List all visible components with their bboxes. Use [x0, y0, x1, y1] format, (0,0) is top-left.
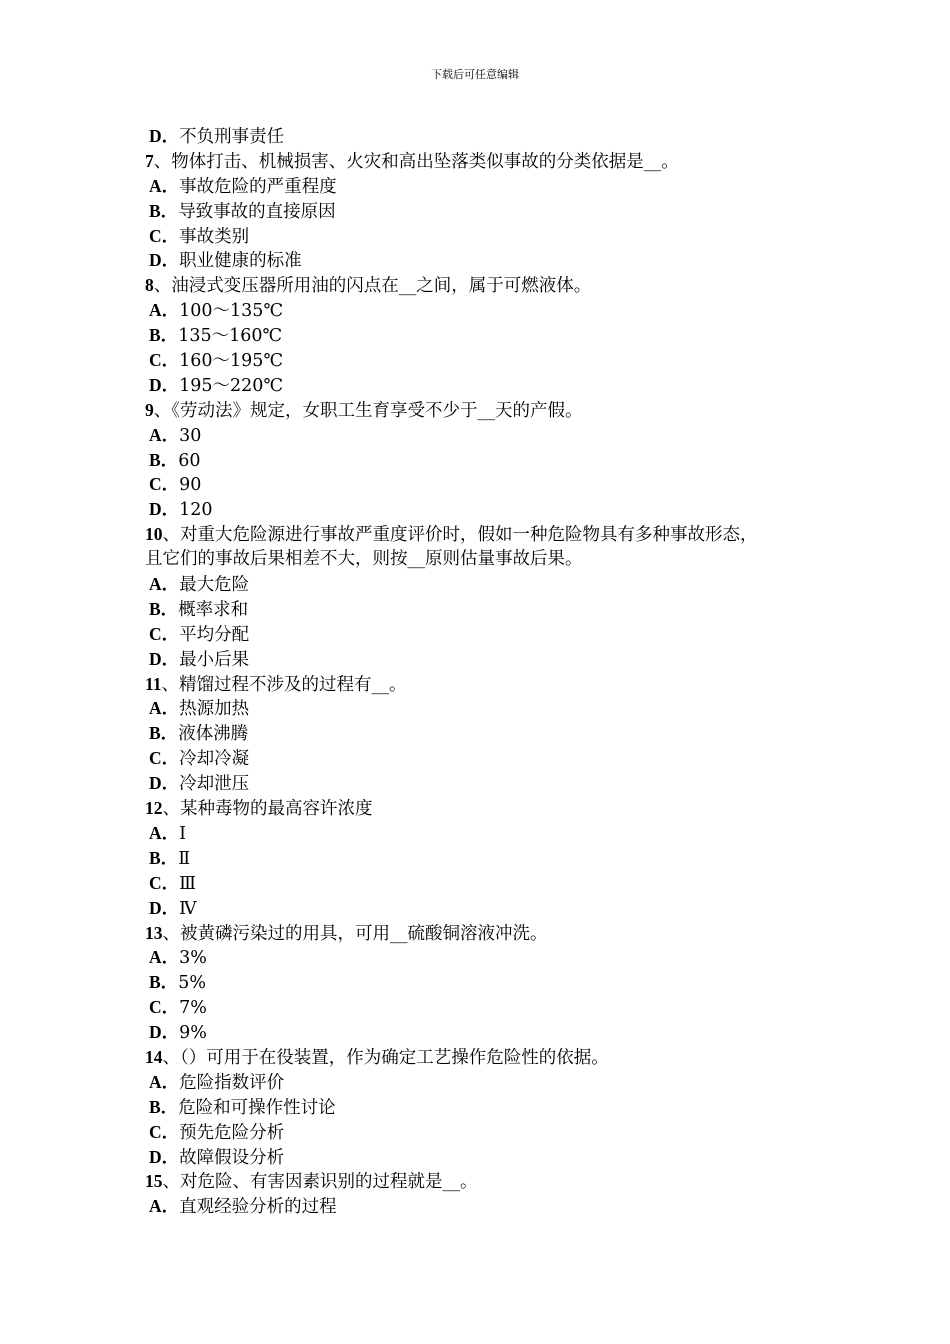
option-text: 液体沸腾 [178, 724, 249, 745]
option-letter: A． [149, 175, 180, 196]
answer-option [145, 622, 835, 647]
answer-option [145, 970, 835, 995]
option-text: 危险和可操作性讨论 [178, 1097, 336, 1118]
answer-option [145, 472, 835, 497]
question-text: 、被黄磷污染过的用具，可用__硫酸铜溶液冲洗。 [162, 923, 548, 944]
question-text: 、物体打击、机械损害、火灾和高出坠落类似事故的分类依据是__。 [153, 151, 679, 172]
option-letter: A． [149, 424, 180, 445]
question-number: 9 [145, 399, 154, 420]
option-letter: B． [149, 972, 179, 993]
option-text: 冷却冷凝 [179, 749, 250, 770]
option-text: 故障假设分析 [179, 1147, 285, 1168]
option-letter: A． [149, 1071, 180, 1092]
option-text: 5% [178, 973, 206, 994]
option-letter: D． [149, 1022, 180, 1043]
option-letter: C． [149, 350, 180, 371]
question-number: 10 [145, 524, 163, 545]
question-text: 、精馏过程不涉及的过程有__。 [161, 674, 407, 695]
question-continuation: 且它们的事故后果相差不大，则按__原则估量事故后果。 [145, 549, 583, 570]
option-letter: C． [149, 748, 180, 769]
answer-option [145, 497, 835, 522]
option-text: 热源加热 [179, 699, 250, 720]
option-text: 9% [179, 1023, 207, 1044]
option-text: Ⅱ [178, 848, 191, 869]
option-letter: D． [149, 648, 180, 669]
answer-option [145, 373, 835, 398]
option-letter: C． [149, 997, 180, 1018]
question-text: 、（）可用于在役装置，作为确定工艺操作危险性的依据。 [162, 1047, 609, 1068]
option-text: 冷却泄压 [179, 774, 250, 795]
option-text: 预先危险分析 [179, 1122, 285, 1143]
option-letter: D． [149, 250, 180, 271]
option-letter: B． [149, 449, 179, 470]
answer-option [145, 248, 835, 273]
option-text: 90 [179, 475, 202, 496]
question-number: 13 [145, 922, 163, 943]
option-letter: A． [149, 1196, 180, 1217]
answer-option [145, 448, 835, 473]
question-number: 14 [145, 1046, 163, 1067]
answer-option [145, 1120, 835, 1145]
document-body [145, 124, 835, 1219]
option-text: 160～195℃ [179, 351, 284, 372]
page-header: 下载后可任意编辑 [431, 68, 519, 81]
option-text: 195～220℃ [179, 375, 284, 396]
option-letter: D． [149, 1146, 180, 1167]
option-text: 60 [178, 450, 201, 471]
answer-option [145, 323, 835, 348]
option-letter: B． [149, 847, 179, 868]
question-line [145, 273, 835, 298]
question-line [145, 796, 835, 821]
option-letter: C． [149, 623, 180, 644]
option-text: 不负刑事责任 [179, 127, 285, 147]
option-letter: C． [149, 474, 180, 495]
question-number: 8 [145, 275, 154, 296]
option-text: 导致事故的直接原因 [178, 201, 336, 222]
answer-option [145, 1020, 835, 1045]
option-text: 3% [179, 948, 207, 969]
option-letter: A． [149, 947, 180, 968]
option-text: Ⅰ [179, 823, 187, 844]
option-letter: D． [149, 126, 180, 146]
option-letter: D． [149, 499, 180, 520]
question-text: 、对危险、有害因素识别的过程就是__。 [162, 1172, 478, 1193]
option-letter: A． [149, 574, 180, 595]
option-text: 最小后果 [179, 649, 250, 670]
option-text: 职业健康的标准 [179, 251, 302, 272]
question-line [145, 672, 835, 697]
option-letter: D． [149, 374, 180, 395]
answer-option [145, 174, 835, 199]
option-text: 事故类别 [179, 226, 250, 247]
answer-option [145, 348, 835, 373]
answer-option [145, 846, 835, 871]
option-text: 30 [179, 425, 202, 446]
answer-option [145, 771, 835, 796]
question-text: 、油浸式变压器所用油的闪点在__之间，属于可燃液体。 [153, 276, 592, 297]
answer-option [145, 1070, 835, 1095]
question-text: 、《劳动法》规定，女职工生育享受不少于__天的产假。 [153, 400, 583, 421]
answer-option [145, 298, 835, 323]
option-letter: A． [149, 822, 180, 843]
answer-option [145, 1095, 835, 1120]
option-letter: B． [149, 200, 179, 221]
answer-option [145, 124, 835, 149]
option-letter: D． [149, 897, 180, 918]
option-text: 事故危险的严重程度 [179, 176, 337, 197]
answer-option [145, 945, 835, 970]
question-text: 、对重大危险源进行事故严重度评价时，假如一种危险物具有多种事故形态， [162, 525, 758, 546]
option-letter: A． [149, 300, 180, 321]
question-number: 15 [145, 1171, 163, 1192]
answer-option [145, 871, 835, 896]
option-letter: C． [149, 1121, 180, 1142]
answer-option [145, 597, 835, 622]
option-text: 平均分配 [179, 624, 250, 645]
question-number: 11 [145, 673, 162, 694]
option-text: 7% [179, 998, 207, 1019]
option-text: 120 [179, 500, 213, 521]
option-text: Ⅲ [179, 873, 197, 894]
question-line [145, 398, 835, 423]
question-line [145, 522, 835, 547]
answer-option [145, 1145, 835, 1170]
option-letter: C． [149, 225, 180, 246]
answer-option [145, 821, 835, 846]
option-text: 危险指数评价 [179, 1072, 285, 1093]
question-text: 、某种毒物的最高容许浓度 [162, 799, 373, 820]
question-line [145, 1045, 835, 1070]
answer-option [145, 1194, 835, 1219]
option-letter: B． [149, 325, 179, 346]
option-letter: C． [149, 872, 180, 893]
answer-option [145, 199, 835, 224]
option-letter: B． [149, 723, 179, 744]
option-text: 概率求和 [178, 599, 249, 620]
answer-option [145, 746, 835, 771]
question-number: 7 [145, 150, 154, 171]
option-text: 最大危险 [179, 575, 250, 596]
option-letter: A． [149, 698, 180, 719]
answer-option [145, 896, 835, 921]
question-number: 12 [145, 798, 163, 819]
answer-option [145, 721, 835, 746]
answer-option [145, 423, 835, 448]
answer-option [145, 647, 835, 672]
question-line [145, 921, 835, 946]
option-text: 135～160℃ [178, 326, 283, 347]
question-line [145, 1169, 835, 1194]
option-text: 直观经验分析的过程 [179, 1197, 337, 1218]
option-letter: B． [149, 598, 179, 619]
answer-option [145, 696, 835, 721]
question-line [145, 149, 835, 174]
answer-option [145, 995, 835, 1020]
answer-option [145, 224, 835, 249]
option-text: 100～135℃ [179, 301, 284, 322]
option-text: Ⅳ [179, 898, 197, 919]
option-letter: B． [149, 1096, 179, 1117]
answer-option [145, 572, 835, 597]
option-letter: D． [149, 773, 180, 794]
